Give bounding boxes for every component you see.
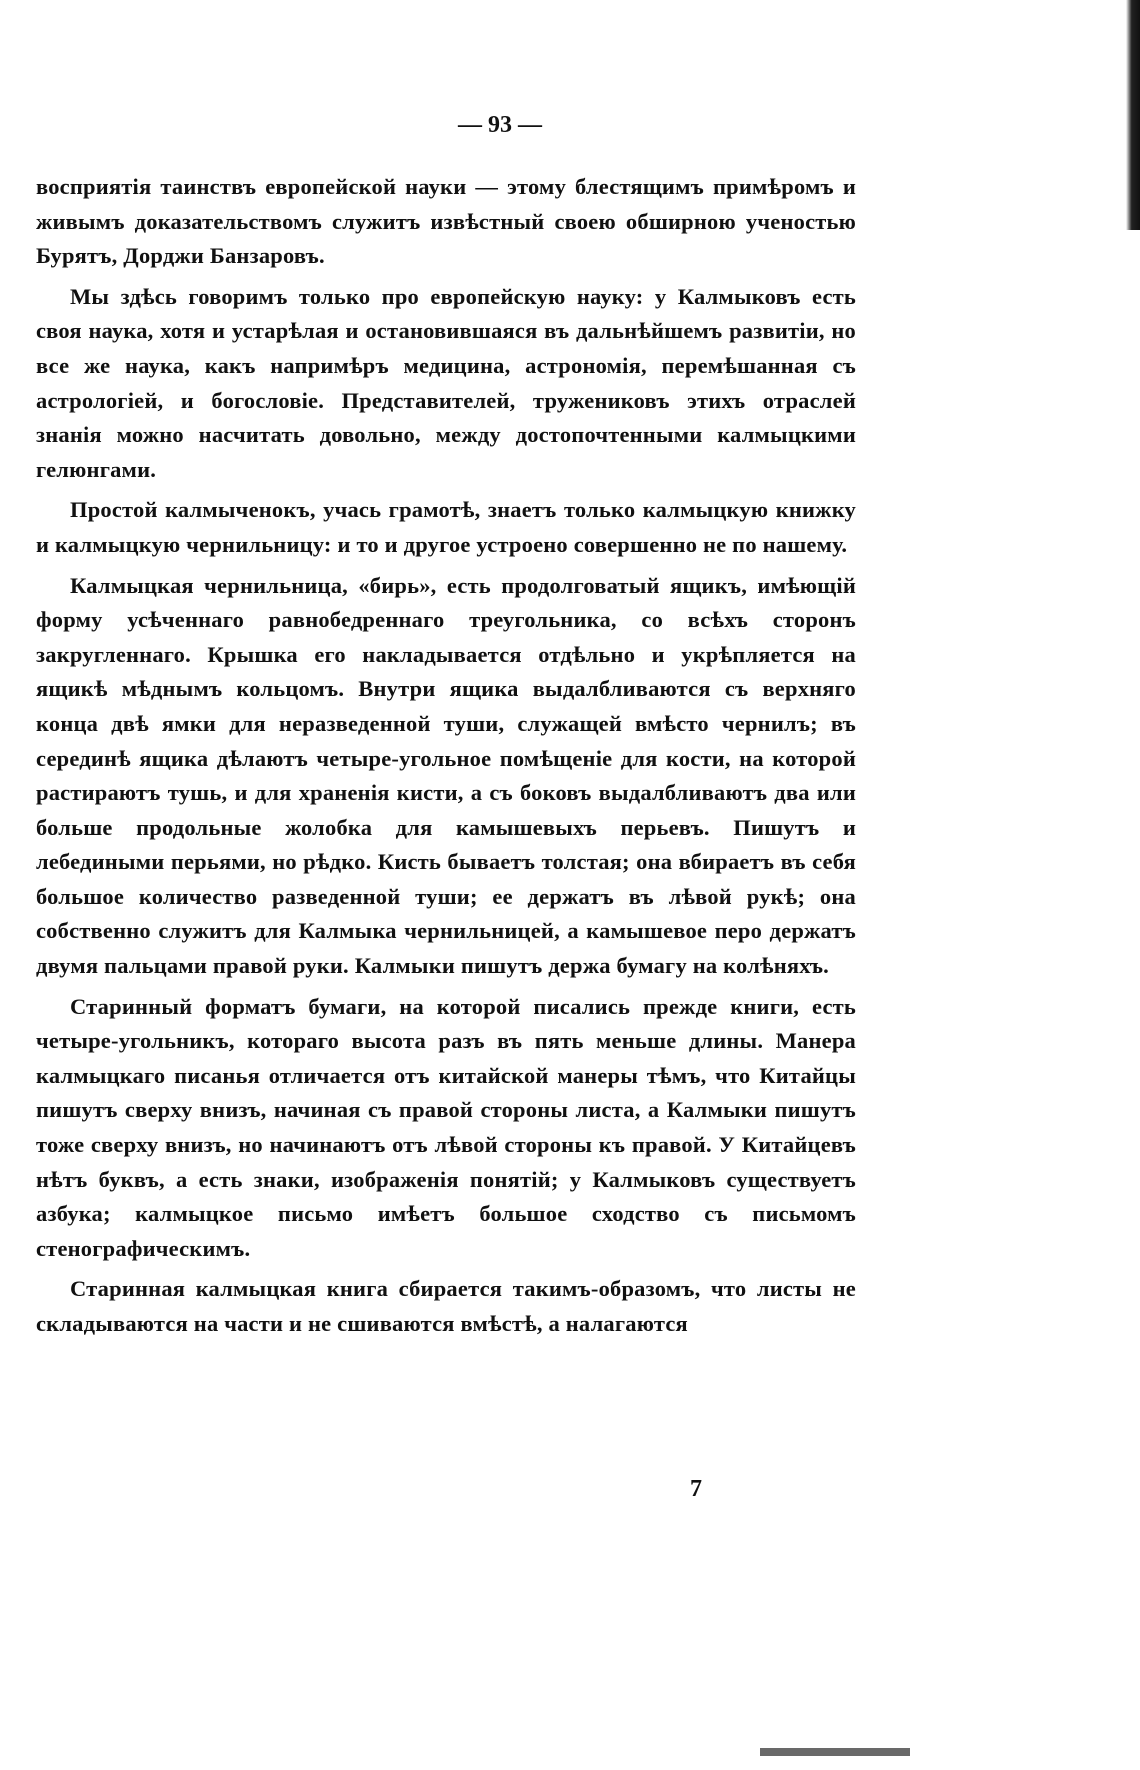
- paragraph: Старинная калмыцкая книга сбирается такимъ-образомъ, что листы не складываются на части и не сшиваются вмѣстѣ, а налагаются: [36, 1276, 856, 1336]
- body-text: [36, 170, 856, 1348]
- paragraph: восприятія таинствъ европейской науки — этому блестящимъ примѣромъ и живымъ доказательствомъ служитъ извѣстный своею обширною ученостью Бурятъ, Дорджи Банзаровъ.: [36, 174, 856, 269]
- scan-smudge: [760, 1748, 910, 1756]
- page-edge-mark: [1126, 0, 1140, 230]
- paragraph: Мы здѣсь говоримъ только про европейскую науку: у Калмыковъ есть своя наука, хотя и устарѣлая и остановившаяся въ дальнѣйшемъ развитіи, но все же наука, какъ напримѣръ медицина, астрономія, перемѣшанная съ астрологіей, и богословіе. Представителей, тружениковъ этихъ отраслей знанія можно насчитать довольно, между достопочтенными калмыцкими гелюнгами.: [36, 283, 856, 482]
- page-number: — 93 —: [458, 112, 542, 138]
- signature-mark: 7: [690, 1476, 702, 1502]
- paragraph: Старинный форматъ бумаги, на которой писались прежде книги, есть четыре-угольникъ, котораго высота разъ въ пять меньше длины. Манера калмыцкаго писанья отличается отъ китайской манеры тѣмъ, что Китайцы пишутъ сверху внизъ, начиная съ правой стороны листа, а Калмыки пишутъ тоже сверху внизъ, но начинаютъ отъ лѣвой стороны къ правой. У Китайцевъ нѣтъ буквъ, а есть знаки, изображенія понятій; у Калмыковъ существуетъ азбука; калмыцкое письмо имѣетъ большое сходство съ письмомъ стенографическимъ.: [36, 993, 856, 1261]
- paragraph: Калмыцкая чернильница, «бирь», есть продолговатый ящикъ, имѣющій форму усѣченнаго равнобедреннаго треугольника, со всѣхъ сторонъ закругленнаго. Крышка его накладывается отдѣльно и укрѣпляется на ящикѣ мѣднымъ кольцомъ. Внутри ящика выдалбливаются съ верхняго конца двѣ ямки для неразведенной туши, служащей вмѣсто чернилъ; въ серединѣ ящика дѣлаютъ четыре-угольное помѣщеніе для кости, на которой растираютъ тушь, и для храненія кисти, а съ боковъ выдалбливаютъ два или больше продольные жолобка для камышевыхъ перьевъ. Пишутъ и лебедиными перьями, но рѣдко. Кисть бываетъ толстая; она вбираетъ въ себя большое количество разведенной туши; ее держатъ въ лѣвой рукѣ; она собственно служитъ для Калмыка чернильницей, а камышевое перо держатъ двумя пальцами правой руки. Калмыки пишутъ держа бумагу на колѣняхъ.: [36, 572, 856, 979]
- paragraph: Простой калмыченокъ, учась грамотѣ, знаетъ только калмыцкую книжку и калмыцкую чернильницу: и то и другое устроено совершенно не по нашему.: [36, 497, 856, 557]
